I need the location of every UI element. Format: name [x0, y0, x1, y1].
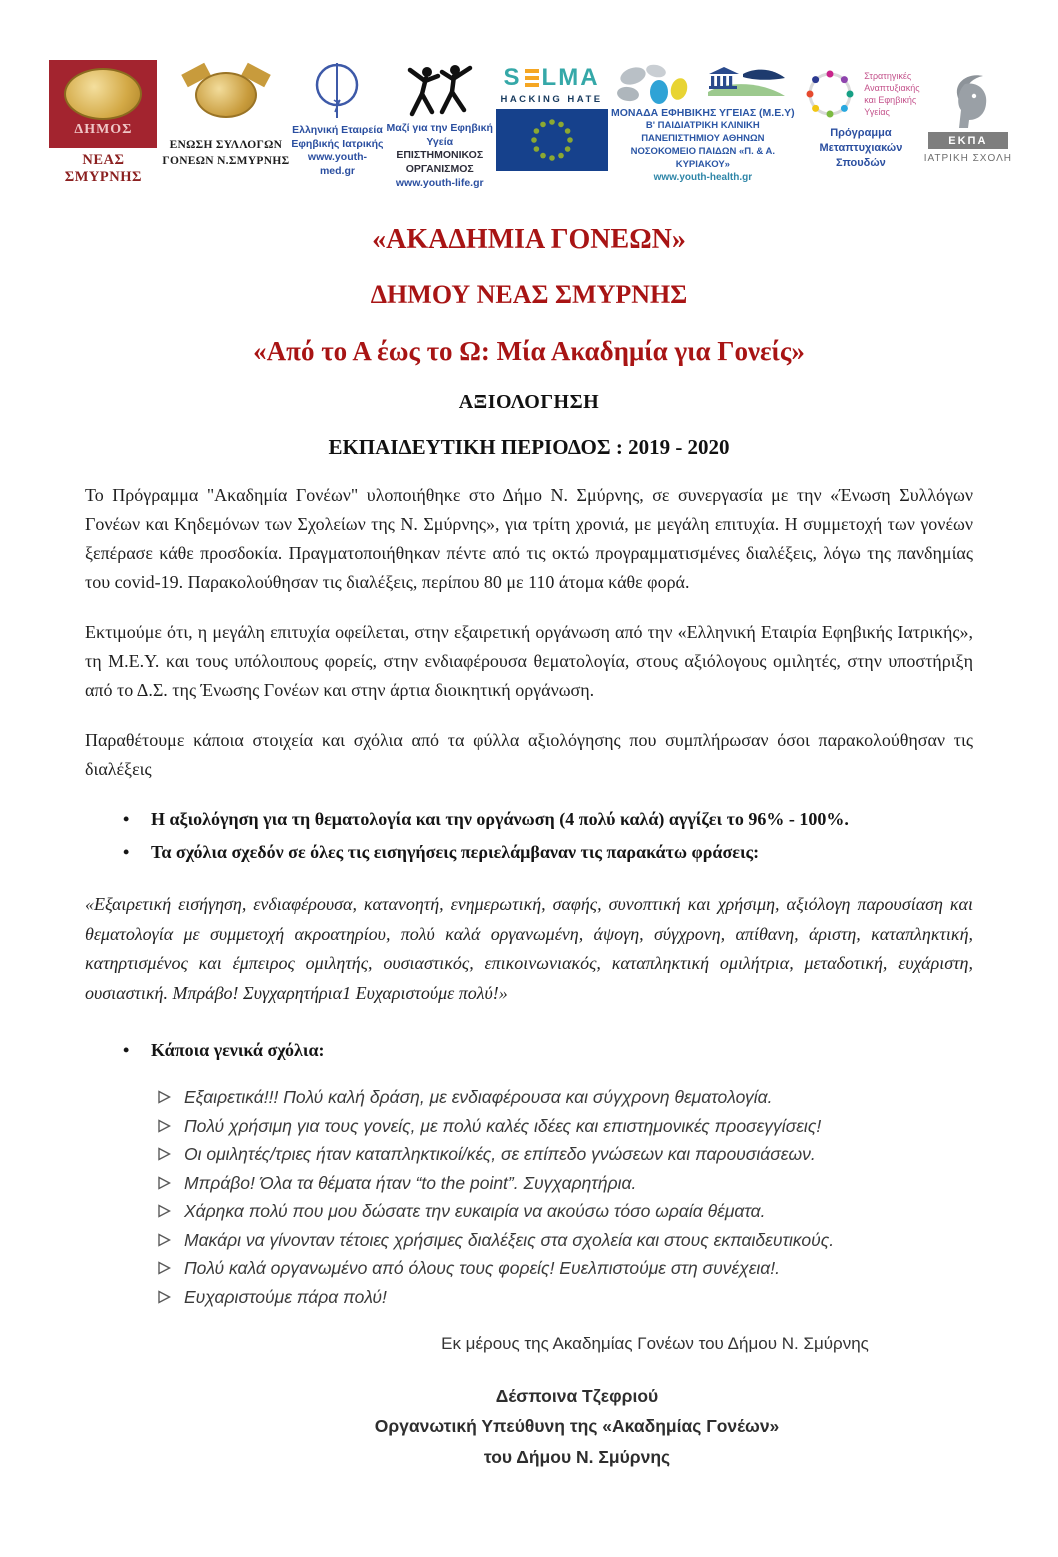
mey-line1: ΜΟΝΑΔΑ ΕΦΗΒΙΚΗΣ ΥΓΕΙΑΣ (Μ.Ε.Υ) — [611, 107, 795, 119]
general-comments-list — [85, 1087, 973, 1307]
arrow-bullet-icon — [157, 1090, 171, 1104]
arrow-bullet-icon — [157, 1261, 171, 1275]
logo-enosi-syllogon — [161, 60, 291, 169]
bullet-item-general — [85, 1037, 973, 1063]
mey-line3: ΝΟΣΟΚΟΜΕΙΟ ΠΑΙΔΩΝ «Π. & Α. ΚΥΡΙΑΚΟΥ» — [630, 145, 776, 170]
comment-item — [157, 1087, 973, 1107]
bullet-text: Κάποια γενικά σχόλια: — [151, 1040, 325, 1061]
signature-block — [85, 1381, 973, 1473]
comment-text: Πολύ χρήσιμη για τους γονείς, με πολύ καλές ιδέες και επιστημονικές προσεγγίσεις! — [184, 1115, 822, 1136]
arrow-bullet-icon — [157, 1147, 171, 1161]
comment-item — [157, 1116, 973, 1136]
ekpa-acronym: ΕΚΠΑ — [928, 132, 1008, 149]
demos-caption: ΝΕΑΣ ΣΜΥΡΝΗΣ — [64, 152, 143, 185]
comment-text: Πολύ καλά οργανωμένο από όλους τους φορείς! Ευελπιστούμε στη συνέχεια!. — [184, 1258, 780, 1279]
msc-side4: Υγείας — [864, 107, 890, 118]
general-comments-heading-list — [85, 1037, 973, 1063]
msc-line1: Πρόγραμμα Μεταπτυχιακών — [819, 127, 903, 154]
demos-emblem-icon — [49, 60, 157, 148]
logo-demos-neas-smyrnis — [46, 60, 161, 186]
enosi-medal-icon — [181, 68, 271, 130]
title-academy: «ΑΚΑΔΗΜΙΑ ΓΟΝΕΩΝ» — [372, 224, 686, 256]
title-municipality: ΔΗΜΟΥ ΝΕΑΣ ΣΜΥΡΝΗΣ — [370, 280, 688, 310]
selma-e-icon — [525, 69, 539, 87]
bullet-text: Τα σχόλια σχεδόν σε όλες τις εισηγήσεις περιελάμβαναν τις παρακάτω φράσεις: — [151, 842, 760, 863]
logo-msc-program — [798, 60, 924, 171]
youth-med-line1: Ελληνική Εταιρεία — [292, 124, 383, 136]
logo-youth-med — [291, 60, 384, 179]
comment-item — [157, 1258, 973, 1278]
selma-s: S — [503, 64, 522, 91]
arrow-bullet-icon — [157, 1119, 171, 1133]
comment-text: Ευχαριστούμε πάρα πολύ! — [184, 1286, 387, 1307]
comment-text: Μπράβο! Όλα τα θέματα ήταν “to the point”. Συγχαρητήρια. — [184, 1172, 637, 1193]
arrow-bullet-icon — [157, 1204, 171, 1218]
bullet-text: Η αξιολόγηση για τη θεματολογία και την οργάνωση (4 πολύ καλά) αγγίζει το 96% - 100%. — [151, 809, 849, 830]
comment-item — [157, 1173, 973, 1193]
msc-side3: και Εφηβικής — [864, 95, 917, 105]
signer-role: Οργανωτική Υπεύθυνη της «Ακαδημίας Γονέων» — [374, 1416, 780, 1437]
paragraph-success: Εκτιμούμε ότι, η μεγάλη επιτυχία οφείλεται, στην εξαιρετική οργάνωση από την «Ελληνική Εταιρία Εφηβικής Ιατρικής», τη Μ.Ε.Υ. και τους υπόλοιπους φορείς, στην ενδιαφέρουσα θεματολογία, στους αξιόλογους ομιλητές, στην υποστήριξη από το Δ.Σ. της Ένωσης Γονέων και στην άρτια διοικητική οργάνωση. — [85, 622, 973, 701]
adolescent-medicine-circle-icon — [310, 62, 364, 124]
youth-life-url: www.youth-life.gr — [395, 176, 484, 189]
arrow-bullet-icon — [157, 1176, 171, 1190]
title-subtitle: «Από το Α έως το Ω: Μία Ακαδημία για Γονείς» — [253, 336, 805, 367]
bullet-item-comments — [85, 839, 973, 865]
quoted-feedback: «Εξαιρετική εισήγηση, ενδιαφέρουσα, κατανοητή, ενημερωτική, σαφής, συνοπτική και χρήσιμη, αξιόλογη παρουσίαση και θεματολογία με συμμετοχή ακροατηρίου, πολύ καλά οργανωμένη, άψογη, σύγχρονη, απίθανη, άριστη, καταπληκτική, κατηρτισμένος και έμπειρος ομιλητής, ουσιαστικός, επικοινωνιακός, καταπληκτική ομιλήτρια, μεταδοτική, ευχάριστη, ουσιαστική. Μπράβο! Συγχαρητήρια1 Ευχαριστούμε πολύ!» — [85, 894, 973, 1003]
youth-med-url: www.youth-med.gr — [307, 151, 368, 177]
arrow-bullet-icon — [157, 1290, 171, 1304]
paragraph-lead-in: Παραθέτουμε κάποια στοιχεία και σχόλια από τα φύλλα αξιολόγησης που συμπλήρωσαν όσοι παρακολούθησαν τις διαλέξεις — [85, 730, 973, 780]
comment-item — [157, 1201, 973, 1221]
disc-bullet-icon: • — [123, 809, 130, 830]
mey-pebbles-acropolis-icon — [613, 64, 793, 106]
paragraph-intro: Το Πρόγραμμα "Ακαδημία Γονέων" υλοποιήθηκε στο Δήμο Ν. Σμύρνης, σε συνεργασία με την «Ένωση Συλλόγων Γονέων και Κηδεμόνων των Σχολείων της Ν. Σμύρνης», για τρίτη χρονιά, με μεγάλη επιτυχία. Η συμμετοχή των γονέων ξεπέρασε κάθε προσδοκία. Πραγματοποιήθηκαν πέντε από τις οκτώ προγραμματισμένες διαλέξεις, λόγω της πανδημίας του covid-19. Παρακολούθησαν τις διαλέξεις, περίπου 80 με 110 άτομα κάθε φορά. — [85, 485, 973, 593]
comment-text: Χάρηκα πολύ που μου δώσατε την ευκαιρία να ακούσω τόσο ωραία θέματα. — [184, 1201, 766, 1222]
msc-line2: Σπουδών — [836, 156, 886, 169]
comment-item — [157, 1144, 973, 1164]
logo-ekpa — [924, 60, 1012, 164]
dancing-figures-icon — [400, 64, 480, 122]
enosi-line2: ΓΟΝΕΩΝ Ν.ΣΜΥΡΝΗΣ — [162, 154, 290, 167]
selma-wordmark — [504, 64, 600, 92]
comment-text: Οι ομιλητές/τριες ήταν καταπληκτικοί/κές, σε επίπεδο γνώσεων και παρουσιάσεων. — [184, 1144, 816, 1165]
evaluation-bullet-list — [85, 806, 973, 865]
comment-text: Μακάρι να γίνονταν τέτοιες χρήσιμες διαλέξεις στα σχολεία και στους εκπαιδευτικούς. — [184, 1229, 835, 1250]
athena-head-icon — [941, 72, 995, 128]
demos-label: ΔΗΜΟΣ — [74, 122, 133, 137]
eu-flag-icon — [496, 109, 608, 171]
on-behalf-line: Εκ μέρους της Ακαδημίας Γονέων του Δήμου Ν. Σμύρνης — [441, 1333, 869, 1353]
youth-life-line1: Μαζί για την Εφηβική Υγεία — [386, 122, 493, 148]
youth-med-line2: Εφηβικής Ιατρικής — [291, 137, 384, 150]
partner-logo-strip — [46, 60, 1012, 190]
comment-item — [157, 1230, 973, 1250]
document-body — [0, 224, 1058, 1472]
arrow-bullet-icon — [157, 1233, 171, 1247]
enosi-line1: ΕΝΩΣΗ ΣΥΛΛΟΓΩΝ — [169, 139, 283, 151]
signer-name: Δέσποινα Τζεφριού — [495, 1385, 659, 1406]
comment-text: Εξαιρετικά!!! Πολύ καλή δράση, με ενδιαφέρουσα και σύγχρονη θεματολογία. — [184, 1087, 773, 1108]
bullet-item-rating — [85, 806, 973, 832]
title-evaluation: ΑΞΙΟΛΟΓΗΣΗ — [458, 391, 600, 414]
logo-mey — [608, 60, 799, 185]
logo-youth-life — [384, 60, 496, 190]
title-period: ΕΚΠΑΙΔΕΥΤΙΚΗ ΠΕΡΙΟΔΟΣ : 2019 - 2020 — [328, 435, 730, 460]
msc-side1: Στρατηγικές — [864, 70, 912, 81]
youth-life-line2: ΕΠΙΣΤΗΜΟΝΙΚΟΣ ΟΡΓΑΝΙΣΜΟΣ — [396, 149, 484, 175]
logo-selma — [496, 60, 608, 171]
selma-tagline: HACKING HATE — [500, 94, 603, 105]
disc-bullet-icon: • — [123, 1040, 130, 1061]
mey-line2: Β' ΠΑΙΔΙΑΤΡΙΚΗ ΚΛΙΝΙΚΗ ΠΑΝΕΠΙΣΤΗΜΙΟΥ ΑΘΗΝΩΝ — [641, 120, 765, 144]
signer-org: του Δήμου Ν. Σμύρνης — [483, 1446, 671, 1467]
disc-bullet-icon: • — [123, 842, 130, 863]
selma-lma: LMA — [541, 64, 600, 91]
ekpa-school: ΙΑΤΡΙΚΗ ΣΧΟΛΗ — [923, 153, 1012, 164]
mey-url: www.youth-health.gr — [653, 172, 753, 184]
msc-colorful-ring-icon — [802, 66, 858, 122]
comment-item — [157, 1287, 973, 1307]
demos-gold-oval-icon — [64, 68, 142, 120]
msc-side2: Αναπτυξιακής — [864, 82, 920, 93]
